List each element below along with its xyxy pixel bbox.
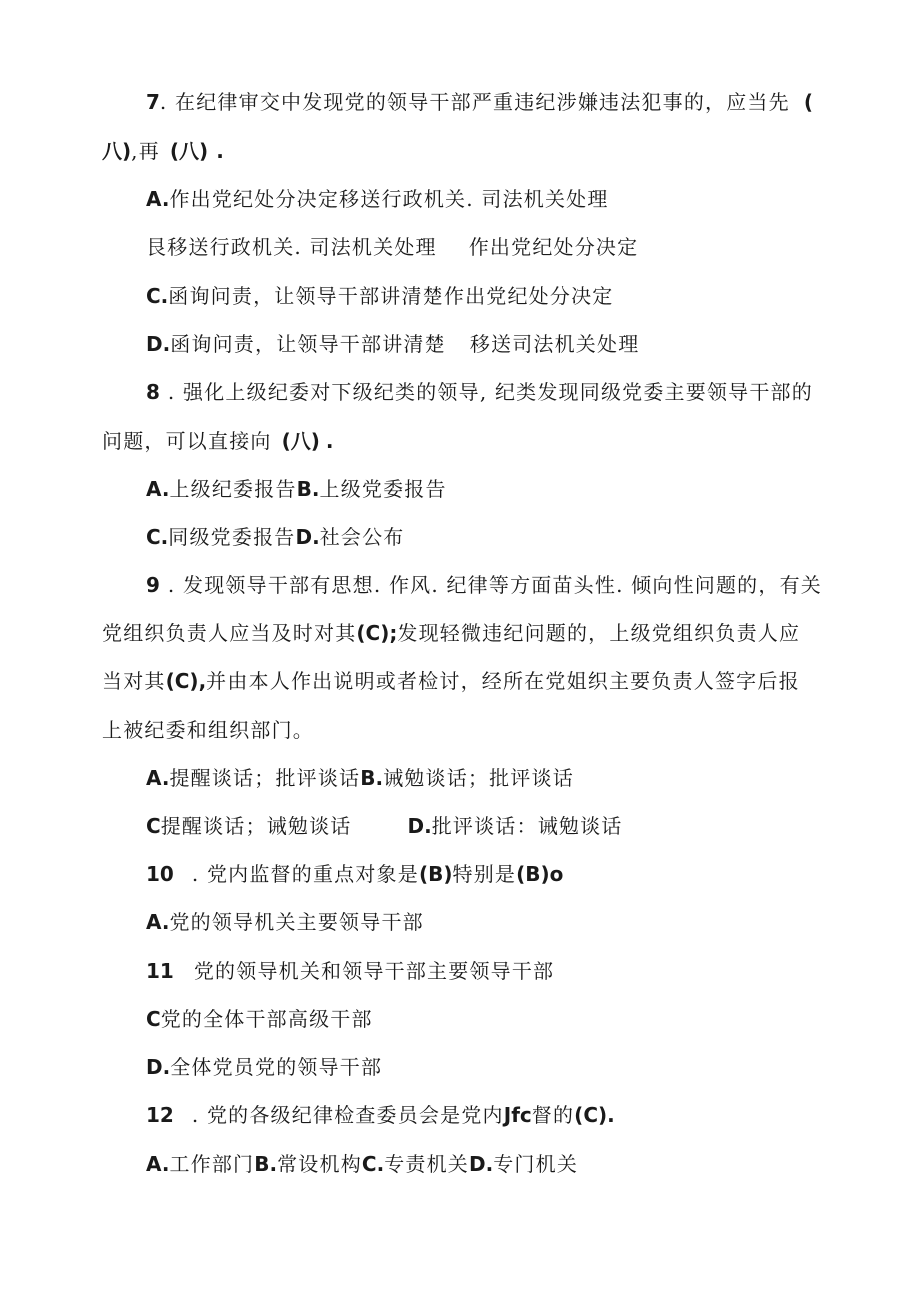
option-letter: D. — [295, 525, 320, 549]
q9-stem-3b: 并由本人作出说明或者检讨，经所在党姐织主要负责人签字后报 — [206, 669, 800, 693]
option-text: 党的全体干部高级干部 — [160, 1007, 373, 1031]
option-letter: C. — [146, 525, 169, 549]
q12-stem-a: . 党的各级纪律检查委员会是党内 — [191, 1103, 504, 1127]
q9-stem: . 发现领导干部有思想. 作风. 纪律等方面苗头性. 倾向性问题的，有关 — [167, 573, 822, 597]
q9-number: 9 — [146, 573, 160, 597]
q8-stem: . 强化上级纪委对下级纪类的领导, 纪类发现同级党委主要领导干部的 — [167, 380, 813, 404]
q10-blank-2: (B)o — [516, 862, 564, 886]
q9-stem-2b: 发现轻微违纪问题的，上级党组织负责人应 — [397, 621, 801, 645]
option-letter: C — [146, 814, 161, 838]
option-letter: A. — [146, 910, 170, 934]
q9-stem-2a: 党组织负责人应当及时对其 — [102, 621, 357, 645]
option-letter: 11 — [146, 959, 174, 983]
q10-line-1 — [146, 861, 563, 887]
q8-line-2 — [102, 428, 334, 454]
option-text: 同级党委报告 — [168, 525, 296, 549]
q9-blank-2: (C), — [165, 669, 207, 693]
option-text: 专责机关 — [384, 1152, 470, 1176]
option-text-2: 作出党纪处分决定 — [468, 235, 639, 259]
option-text: 党的领导机关和领导干部主要领导干部 — [193, 959, 555, 983]
option-letter: C. — [361, 1152, 385, 1176]
q7-number: 7 — [146, 90, 160, 114]
option-letter: B. — [296, 477, 320, 501]
q12-number: 12 — [146, 1103, 174, 1127]
q7-option-a — [146, 186, 609, 212]
option-letter: C. — [146, 284, 169, 308]
q7-option-b — [146, 234, 638, 260]
q8-stem-cont: 问题，可以直接向 — [102, 429, 272, 453]
option-text: 提醒谈话；诫勉谈话 — [160, 814, 352, 838]
option-letter: B. — [360, 766, 384, 790]
option-letter: A. — [146, 187, 170, 211]
q7-stem: . 在纪律审交中发现党的领导干部严重违纪涉嫌违法犯事的，应当先 — [159, 90, 790, 114]
q9-options-cd — [146, 813, 623, 839]
q8-end: . — [325, 429, 334, 453]
option-text: 专门机关 — [493, 1152, 579, 1176]
q7-line-2 — [102, 138, 224, 164]
option-text: 作出党纪处分决定移送行政机关. 司法机关处理 — [169, 187, 609, 211]
option-letter: A. — [146, 477, 170, 501]
q10-stem-a: . 党内监督的重点对象是 — [191, 862, 419, 886]
q10-number: 10 — [146, 862, 174, 886]
option-text: 函询问责，让领导干部讲清楚作出党纪处分决定 — [168, 284, 614, 308]
q9-blank-1: (C); — [356, 621, 398, 645]
q9-stem-3a: 当对其 — [102, 669, 166, 693]
q10-option-d — [146, 1054, 382, 1080]
option-text: 全体党员党的领导干部 — [170, 1055, 383, 1079]
q10-blank-1: (B) — [418, 862, 453, 886]
q9-options-ab — [146, 765, 574, 791]
q9-line-3 — [102, 668, 800, 694]
q9-line-1 — [146, 572, 822, 598]
option-letter: D. — [146, 1055, 171, 1079]
q9-line-4 — [102, 717, 314, 743]
q7-blank-1: 八) — [102, 139, 132, 163]
q7-line-1 — [146, 89, 813, 115]
option-text: 常设机构 — [277, 1152, 362, 1176]
q8-number: 8 — [146, 380, 160, 404]
option-text: 工作部门 — [169, 1152, 255, 1176]
q10-option-c — [146, 1006, 373, 1032]
option-text: 社会公布 — [319, 525, 405, 549]
q9-line-2 — [102, 620, 800, 646]
q10-stem-b: 特别是 — [452, 862, 517, 886]
q7-mid: ,再 — [131, 139, 160, 163]
option-text: 党的领导机关主要领导干部 — [169, 910, 424, 934]
q7-blank-2: (八) — [169, 139, 209, 163]
q7-option-d — [146, 331, 639, 357]
option-text: 函询问责，让领导干部讲清楚 — [170, 332, 446, 356]
q12-line-1 — [146, 1102, 615, 1128]
option-letter: C — [146, 1007, 161, 1031]
q7-end: . — [216, 139, 224, 163]
q12-stem-b: 督的 — [531, 1103, 575, 1127]
option-letter: D. — [407, 814, 432, 838]
option-letter: D. — [146, 332, 171, 356]
option-letter: A. — [146, 766, 170, 790]
option-letter: A. — [146, 1152, 170, 1176]
option-text: 艮移送行政机关. 司法机关处理 — [146, 235, 437, 259]
q10-option-b — [146, 958, 554, 984]
q7-option-c — [146, 283, 613, 309]
q7-open-paren: ( — [803, 90, 813, 114]
option-letter: B. — [254, 1152, 278, 1176]
option-text: 提醒谈话；批评谈话 — [169, 766, 361, 790]
q10-option-a — [146, 909, 424, 935]
option-text-2: 移送司法机关处理 — [469, 332, 640, 356]
option-text: 批评谈话：诫勉谈话 — [431, 814, 623, 838]
q12-blank: (C). — [574, 1103, 615, 1127]
q9-stem-4: 上被纪委和组织部门。 — [102, 718, 314, 742]
q12-options — [146, 1151, 578, 1177]
q8-options-cd — [146, 524, 405, 550]
option-text: 上级党委报告 — [319, 477, 447, 501]
option-text: 诫勉谈话；批评谈话 — [383, 766, 574, 790]
q8-blank: (八) — [281, 429, 320, 453]
q12-jfc: Jfc — [503, 1103, 532, 1127]
q8-line-1 — [146, 379, 813, 405]
option-letter: D. — [469, 1152, 494, 1176]
option-text: 上级纪委报告 — [169, 477, 297, 501]
q8-options-ab — [146, 476, 447, 502]
